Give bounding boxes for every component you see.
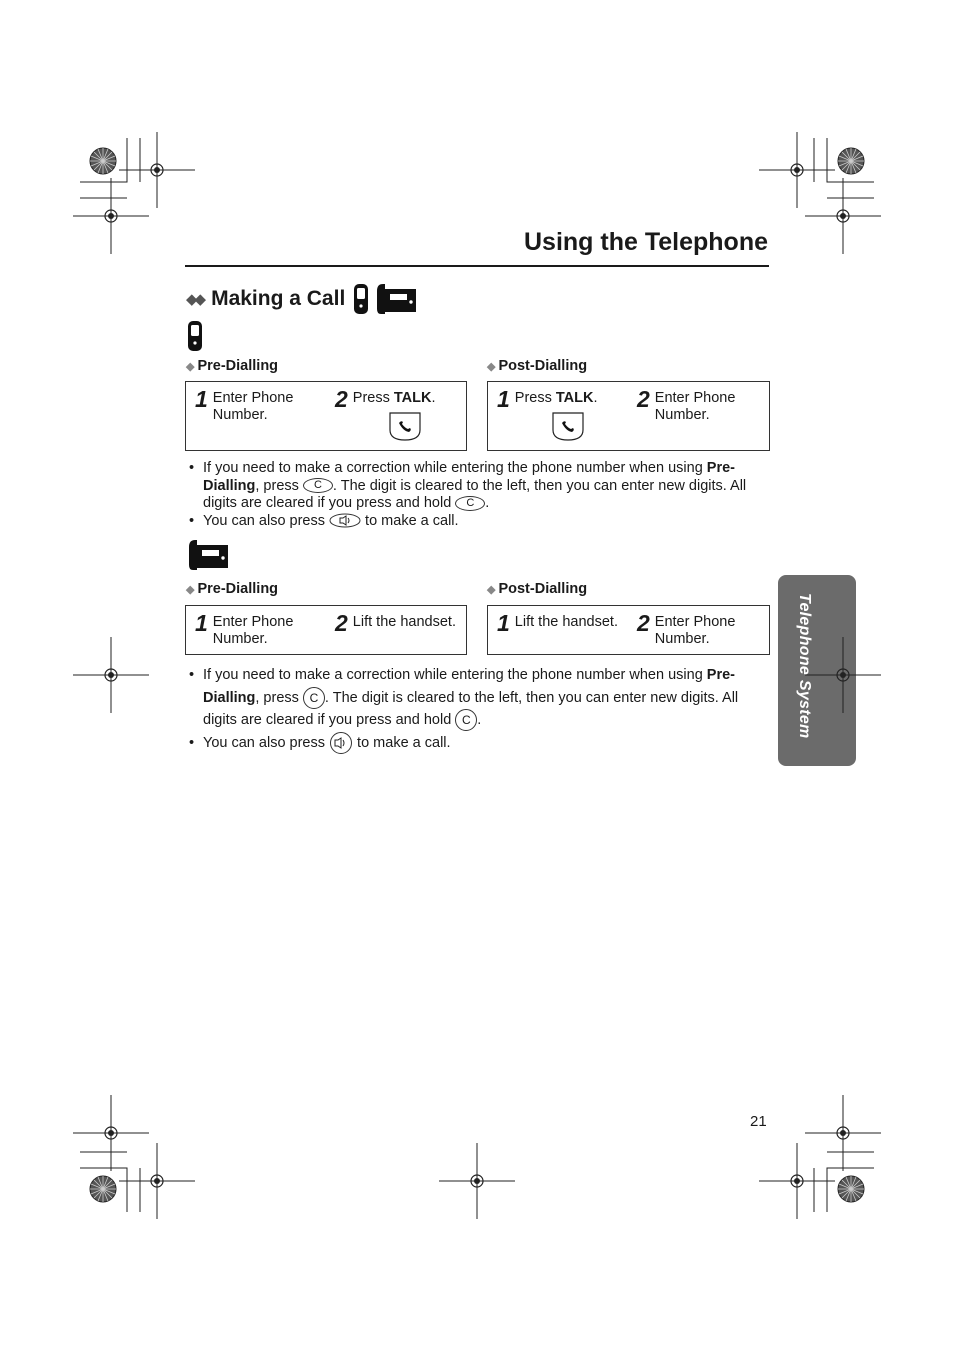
step-number: 2 [335,610,348,636]
talk-key-label: TALK [393,390,432,406]
base-post-dialling-box [487,605,770,655]
step-text-pre: Press [514,390,556,406]
note-bold-text: Pre-Dialling [203,667,736,706]
step-text: Enter Phone Number. [654,614,736,647]
step-number: 2 [637,386,650,412]
note-text: You can also press [203,512,330,529]
pre-dialling-heading [186,358,278,374]
step-text: Lift the handset. [514,614,618,630]
step-number: 2 [335,386,348,412]
note-text: to make a call. [361,512,459,529]
speakerphone-button-icon [329,513,361,528]
step-text [515,388,598,407]
base-pre-dialling-box [185,605,467,655]
handset-notes [189,460,774,530]
step-text: Enter Phone Number. [212,614,294,647]
note-speakerphone [189,513,774,531]
note-text: You can also press [203,734,330,751]
handset-pre-dialling-box [185,381,467,451]
diamond-bullet-icon: ◆ [487,361,496,373]
step-1 [195,388,308,424]
note-text: . The digit is cleared to the left, then you can enter new digits. All digits are cleared if you press and hold [203,477,747,511]
note-text: to make a call. [353,734,451,751]
note-text: , press [255,477,303,494]
step-text: Lift the handset. [352,614,456,630]
step-1 [497,612,618,634]
diamond-bullet-icon: ◆ [186,361,195,373]
talk-button-icon [551,410,585,442]
pre-dialling-heading [186,581,278,597]
page-number: 21 [750,1113,767,1130]
diamond-bullet-icon: ◆ [186,584,195,596]
handset-post-dialling-box [487,381,770,451]
step-2 [335,612,456,634]
step-number: 1 [497,610,510,636]
note-text: , press [255,689,303,706]
handset-icon [187,320,203,352]
note-text: . [477,712,482,728]
base-unit-icon [187,539,229,571]
note-correction [189,460,774,513]
pre-dialling-label: Pre-Dialling [197,358,279,374]
step-text: Enter Phone Number. [654,390,736,423]
clear-button-icon: C [303,687,325,709]
step-text-pre: Press [352,390,394,406]
base-unit-icon [375,283,417,315]
note-text: If you need to make a correction while entering the phone number when using [203,667,707,683]
post-dialling-heading [487,358,587,374]
note-text: . The digit is cleared to the left, then you can enter new digits. All digits are cleared if you press and hold [203,689,739,728]
post-dialling-label: Post-Dialling [498,581,588,597]
clear-button-icon: C [303,478,333,493]
step-number: 1 [195,386,208,412]
step-number: 1 [497,386,510,412]
side-tab [778,575,856,766]
note-text: If you need to make a correction while entering the phone number when using [203,460,707,476]
title-rule [185,265,769,267]
note-text: . [485,495,490,511]
base-notes [189,664,774,754]
step-number: 1 [195,610,208,636]
pre-dialling-label: Pre-Dialling [197,581,279,597]
step-2 [637,612,750,648]
post-dialling-heading [487,581,587,597]
page-title: Using the Telephone [524,228,768,256]
step-1 [195,612,308,648]
post-dialling-label: Post-Dialling [498,358,588,374]
step-1 [497,388,598,410]
step-2 [637,388,750,424]
step-number: 2 [637,610,650,636]
note-speakerphone [189,732,774,755]
step-text [353,388,436,407]
handset-icon [353,283,369,315]
talk-button-icon [388,410,422,442]
clear-button-icon: C [455,496,485,511]
diamond-bullet-icon: ◆ [487,584,496,596]
step-text: Enter Phone Number. [212,390,294,423]
section-heading [186,283,417,315]
speakerphone-button-icon [329,732,353,754]
step-2 [335,388,436,410]
step-text-post: . [431,390,436,406]
diamond-bullet-icon: ◆◆ [186,291,204,308]
step-text-post: . [593,390,598,406]
note-correction [189,664,774,732]
clear-button-icon: C [455,709,477,731]
section-title: Making a Call [211,287,346,310]
note-bold-text: Pre-Dialling [203,460,736,494]
talk-key-label: TALK [555,390,594,406]
side-tab-label: Telephone System [796,593,813,739]
